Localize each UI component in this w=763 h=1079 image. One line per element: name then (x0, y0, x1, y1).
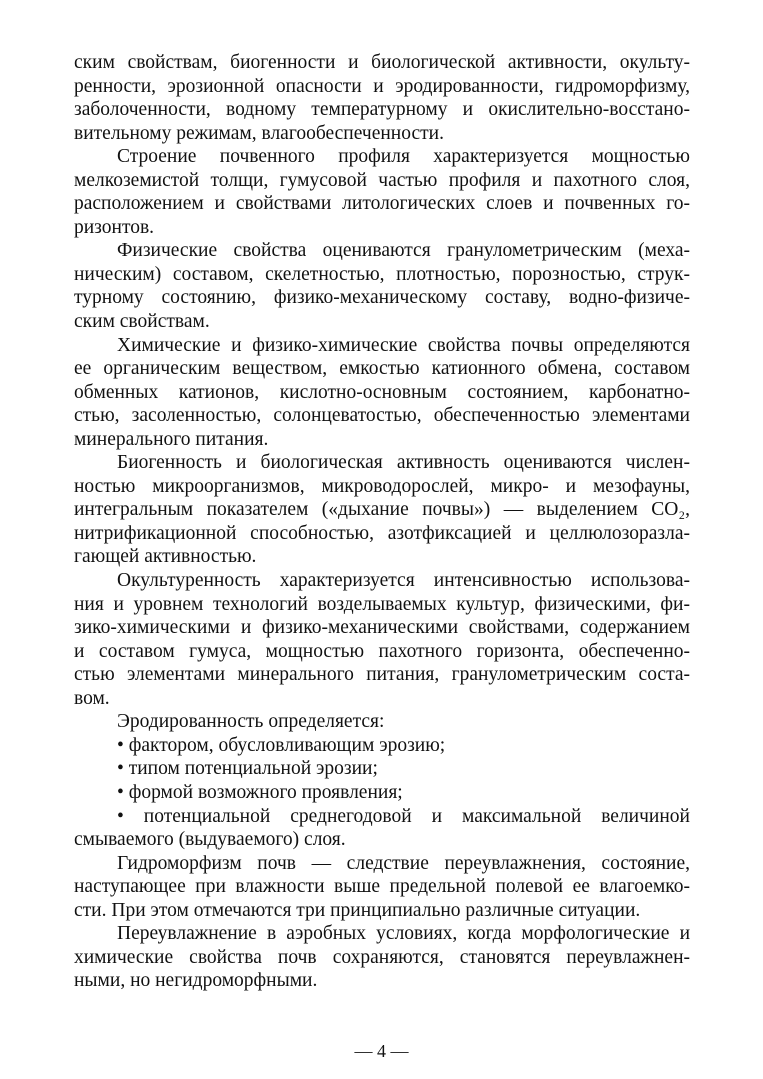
text-line: и составом гумуса, мощностью пахотного горизонта, обеспеченно- (74, 640, 690, 662)
text-line: химические свойства почв сохраняются, становятся переувлажнен- (74, 946, 690, 968)
paragraph-physical-properties (74, 239, 690, 333)
bullet-item: • типом потенциальной эрозии; (117, 758, 378, 780)
text-line: Эродированность определяется: (117, 711, 385, 733)
paragraph-profile-structure (74, 145, 690, 239)
text-line: интегральным показателем («дыхание почвы») — выделением CO₂, (74, 499, 690, 521)
text-line: ским свойствам, биогенности и биологической активности, окульту- (74, 52, 690, 73)
text-line: вительному режимам, влагообеспеченности. (74, 122, 444, 144)
paragraph-cultivation (74, 569, 690, 710)
page-number: — 4 — (354, 1041, 409, 1061)
paragraph-chemical-properties (74, 334, 690, 452)
text-line: Физические свойства оцениваются гранулометрическим (меха- (117, 240, 690, 262)
text-line: минерального питания. (74, 428, 269, 450)
text-line: Гидроморфизм почв — следствие переувлажнения, состояние, (117, 852, 690, 874)
text-line: расположением и свойствами литологических слоев и почвенных го- (74, 193, 690, 215)
text-line: Переувлажнение в аэробных условиях, когда морфологические и (117, 923, 690, 945)
text-line: ническим) составом, скелетностью, плотностью, порозностью, струк- (74, 263, 690, 285)
paragraph-erosion (74, 710, 690, 851)
text-line: ностью микроорганизмов, микроводорослей, микро- и мезофауны, (74, 475, 690, 497)
text-line: мелкоземистой толщи, гумусовой частью профиля и пахотного слоя, (74, 169, 690, 191)
paragraph-waterlogging (74, 922, 690, 993)
paragraph-properties-list (74, 51, 690, 145)
text-line: ния и уровнем технологий возделываемых культур, физическими, фи- (74, 593, 690, 615)
text-line: нитрификационной способностью, азотфиксацией и целлюлозоразла- (74, 522, 690, 544)
bullet-item: • фактором, обусловливающим эрозию; (117, 734, 446, 756)
text-line: ренности, эрозионной опасности и эродированности, гидроморфизму, (74, 75, 690, 97)
paragraph-biogenicity (74, 451, 690, 569)
text-line: смываемого (выдуваемого) слоя. (74, 829, 346, 851)
text-line: обменных катионов, кислотно-основным состоянием, карбонатно- (74, 381, 690, 403)
text-line: сти. При этом отмечаются три принципиально различные ситуации. (74, 899, 641, 921)
text-line: Биогенность и биологическая активность оцениваются числен- (117, 452, 690, 474)
text-line: ским свойствам. (74, 311, 210, 333)
text-line: ее органическим веществом, емкостью катионного обмена, составом (74, 358, 690, 380)
bullet-item: • формой возможного проявления; (117, 781, 403, 803)
bullet-item: • потенциальной среднегодовой и максимальной величиной (117, 805, 690, 827)
text-line: Окультуренность характеризуется интенсивностью использова- (117, 570, 690, 592)
page-body (74, 51, 690, 993)
text-line: гающей активностью. (74, 546, 257, 568)
text-line: стью, засоленностью, солонцеватостью, обеспеченностью элементами (74, 405, 690, 427)
text-line: Строение почвенного профиля характеризуется мощностью (117, 146, 690, 168)
text-line: заболоченности, водному температурному и окислительно-восстано- (74, 99, 690, 121)
text-line: наступающее при влажности выше предельной полевой ее влагоемко- (74, 876, 690, 898)
text-line: ными, но негидроморфными. (74, 970, 318, 992)
text-line: Химические и физико-химические свойства почвы определяются (117, 334, 690, 356)
paragraph-hydromorphism (74, 852, 690, 923)
text-line: вом. (74, 687, 110, 709)
text-line: стью элементами минерального питания, гранулометрическим соста- (74, 664, 690, 686)
text-line: ризонтов. (74, 216, 155, 238)
text-line: зико-химическими и физико-механическими свойствами, содержанием (74, 617, 690, 639)
text-line: турному состоянию, физико-механическому составу, водно-физиче- (74, 287, 690, 309)
